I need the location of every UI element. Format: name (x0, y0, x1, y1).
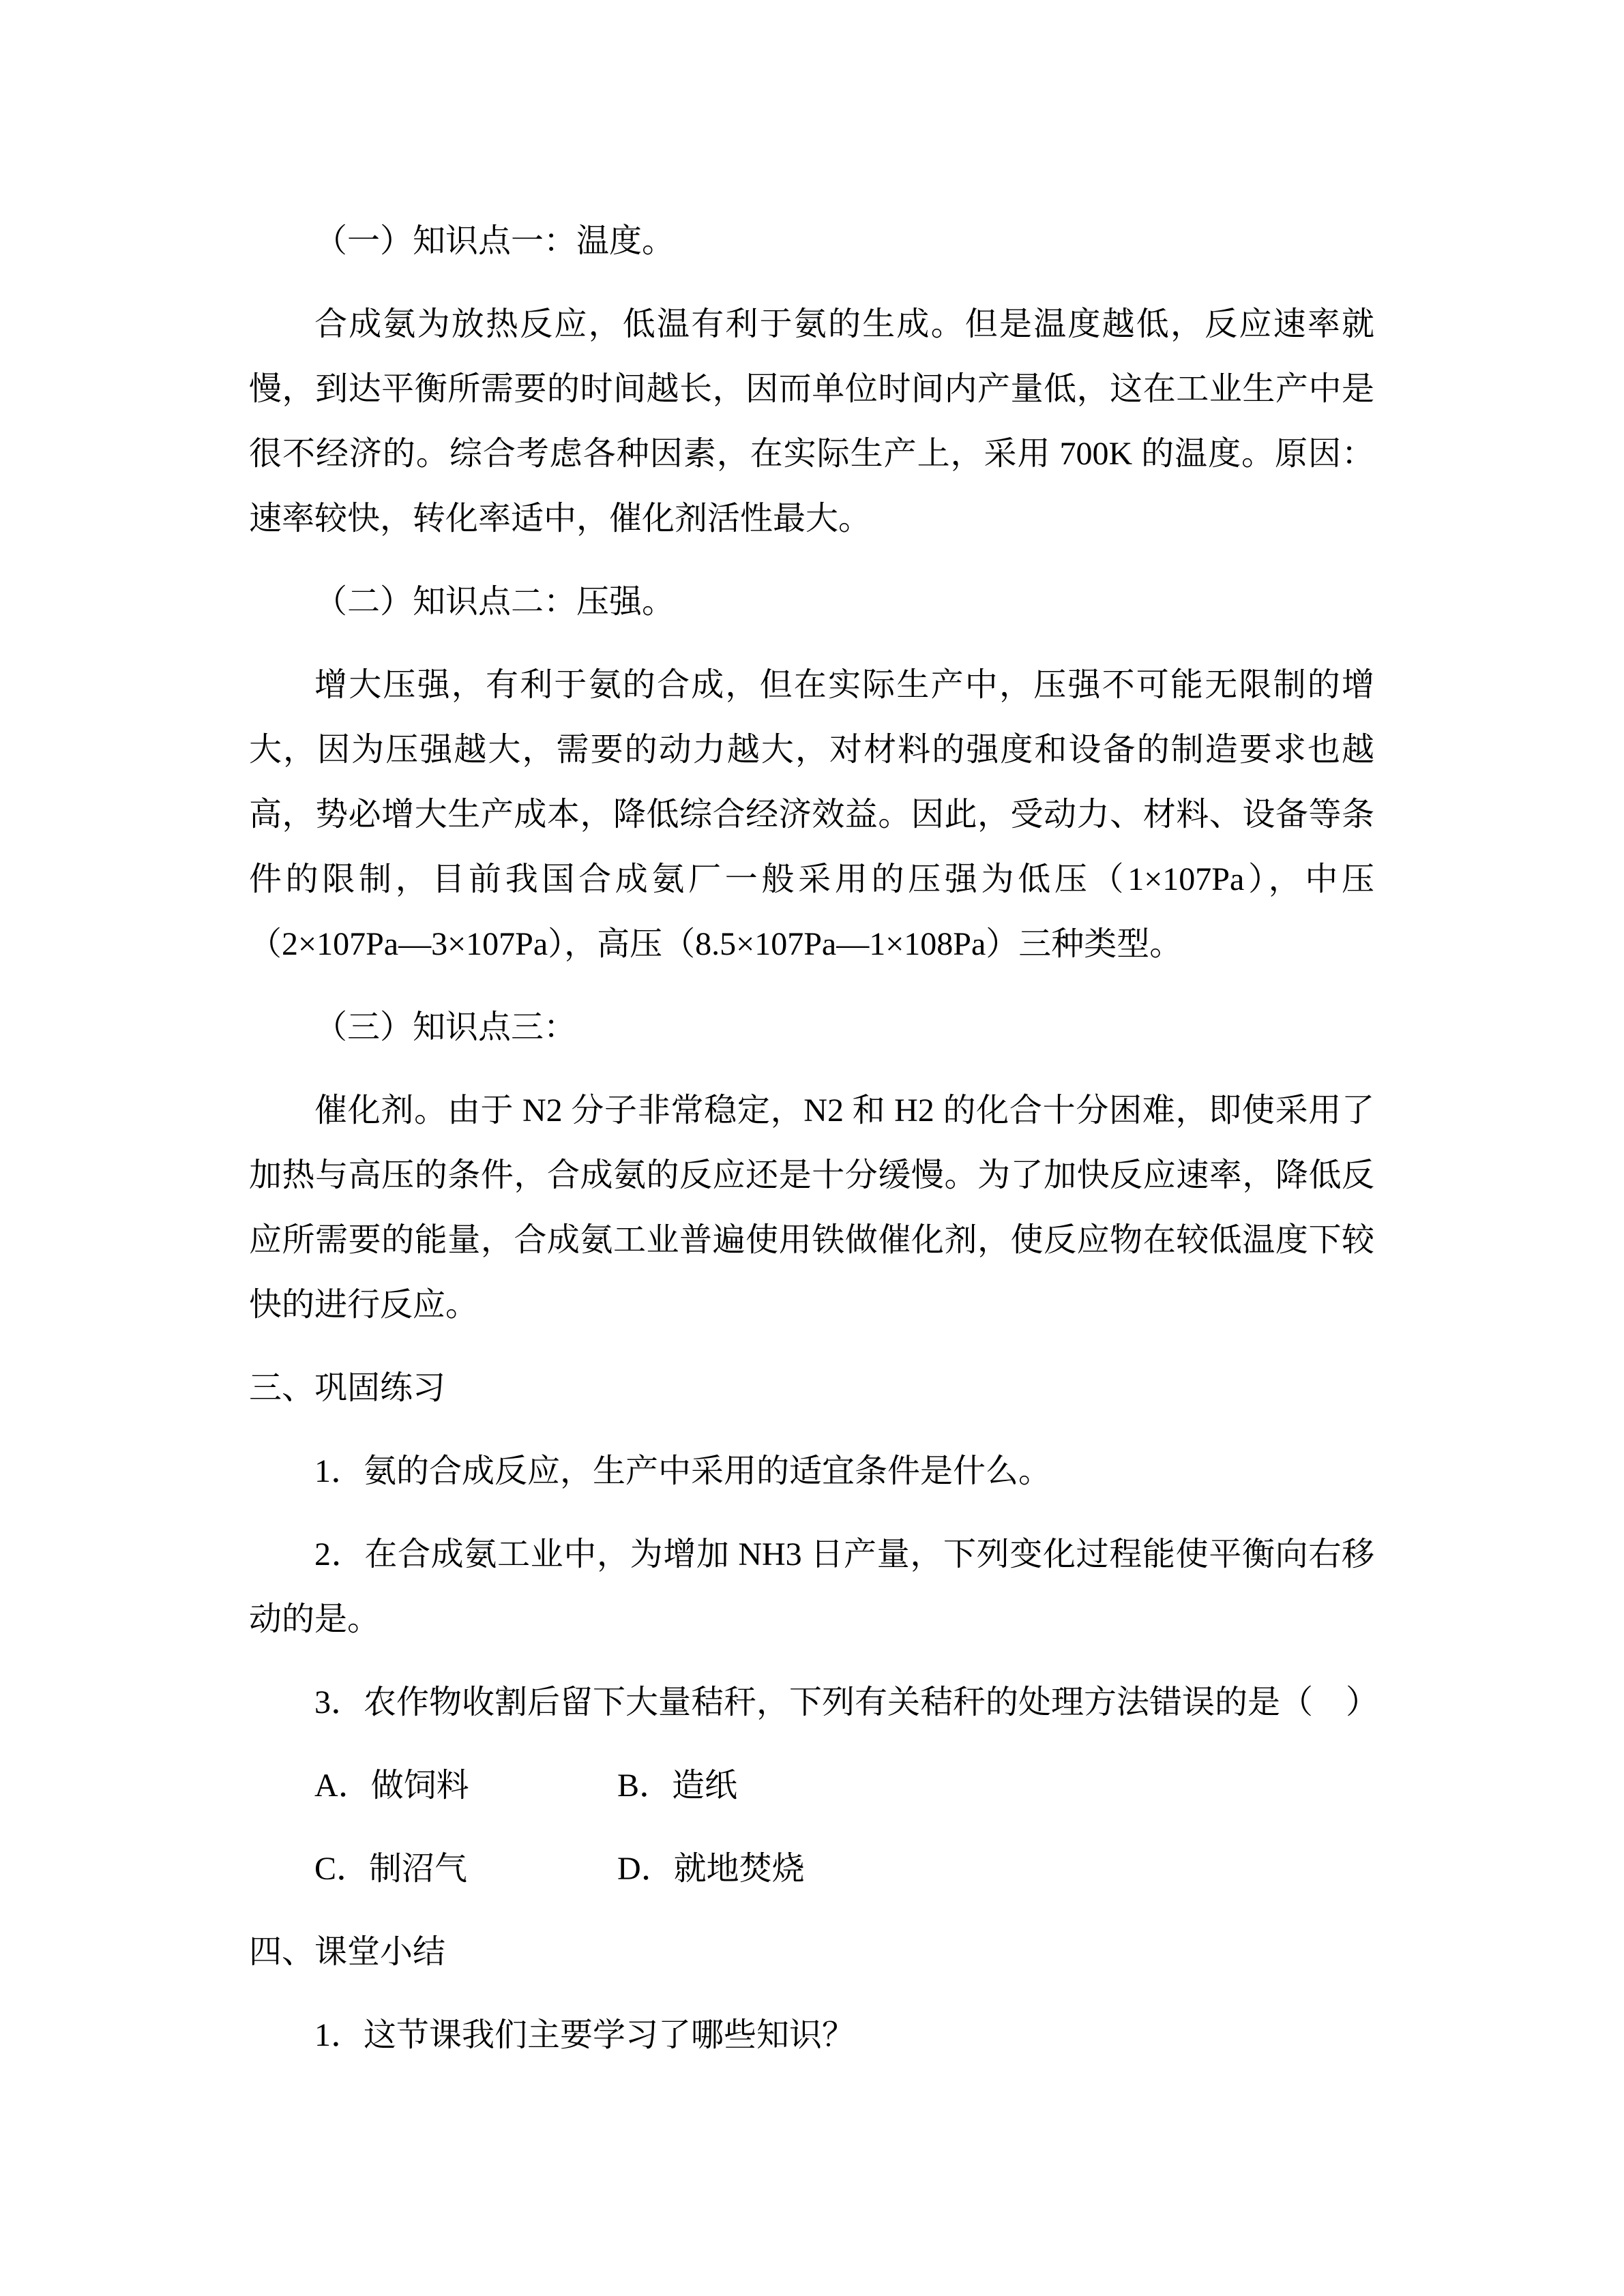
options-row-cd (249, 1836, 1374, 1901)
catalyst-paragraph: 催化剂。由于 N2 分子非常稳定，N2 和 H2 的化合十分困难，即使采用了加热与高压的条件，合成氨的反应还是十分缓慢。为了加快反应速率，降低反应所需要的能量，合成氨工业普遍使用铁做催化剂，使反应物在较低温度下较快的进行反应。 (249, 1092, 1374, 1323)
practice-question-3: 3．农作物收割后留下大量秸秆，下列有关秸秆的处理方法错误的是（ ） (314, 1684, 1379, 1720)
document-body (249, 209, 1379, 2086)
option-c: C．制沼气 (314, 1851, 468, 1887)
knowledge-point-3-heading: （三）知识点三： (314, 1009, 577, 1045)
option-b: B．造纸 (617, 1768, 738, 1804)
knowledge-point-2-heading: （二）知识点二：压强。 (314, 584, 675, 620)
practice-question-2: 2．在合成氨工业中，为增加 NH3 日产量，下列变化过程能使平衡向右移动的是。 (249, 1536, 1374, 1637)
option-d: D．就地焚烧 (617, 1851, 805, 1887)
knowledge-point-1-heading: （一）知识点一：温度。 (314, 223, 675, 259)
option-a: A．做饲料 (314, 1768, 469, 1804)
section-3-heading: 三、巩固练习 (249, 1370, 446, 1406)
pressure-paragraph: 增大压强，有利于氨的合成，但在实际生产中，压强不可能无限制的增大，因为压强越大，需要的动力越大，对材料的强度和设备的制造要求也越高，势必增大生产成本，降低综合经济效益。因此，受动力、材料、设备等条件的限制，目前我国合成氨厂一般采用的压强为低压（1×107Pa），中压（2×107Pa—3×107Pa），高压（8.5×107Pa—1×108Pa）三种类型。 (249, 667, 1374, 962)
temperature-paragraph: 合成氨为放热反应，低温有利于氨的生成。但是温度越低，反应速率就慢，到达平衡所需要的时间越长，因而单位时间内产量低，这在工业生产中是很不经济的。综合考虑各种因素，在实际生产上，采用 700K 的温度。原因：速率较快，转化率适中，催化剂活性最大。 (249, 306, 1374, 537)
options-row-ab (249, 1753, 1374, 1818)
summary-question-1: 1．这节课我们主要学习了哪些知识？ (314, 2017, 855, 2053)
section-4-heading: 四、课堂小结 (249, 1934, 446, 1970)
practice-question-1: 1．氨的合成反应，生产中采用的适宜条件是什么。 (314, 1453, 1052, 1489)
